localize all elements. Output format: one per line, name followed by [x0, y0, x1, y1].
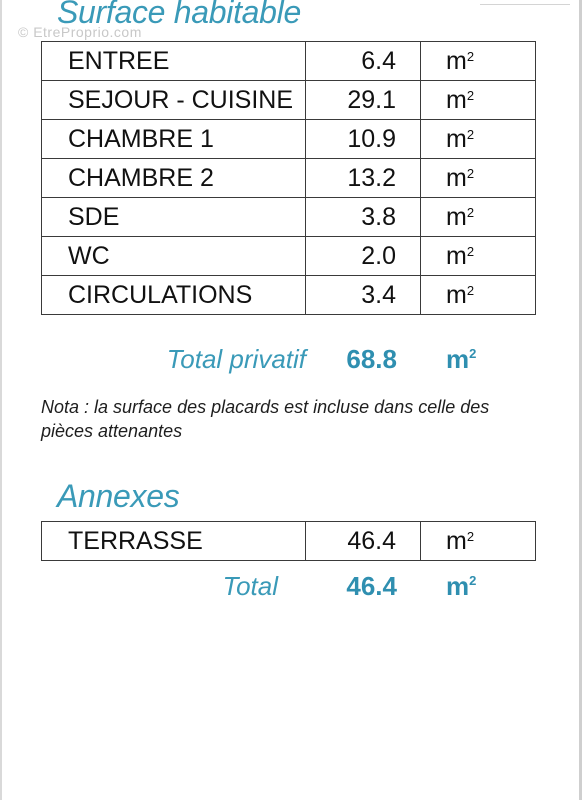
surface-table: [41, 41, 536, 315]
total-privatif-label: Total privatif: [166, 344, 306, 374]
table-row: [42, 522, 536, 561]
total-annexes-row: [0, 571, 582, 601]
table-row: [42, 237, 536, 276]
room-area: 13.2: [306, 159, 421, 198]
room-area: 10.9: [306, 120, 421, 159]
annex-unit: $m^2$: [421, 522, 536, 561]
annex-area: 46.4: [306, 522, 421, 561]
table-row: [42, 120, 536, 159]
total-annexes-label: Total: [222, 571, 278, 601]
room-area: 2.0: [306, 237, 421, 276]
room-name: WC: [42, 237, 306, 276]
room-area: 6.4: [306, 42, 421, 81]
total-privatif-row: [0, 344, 582, 374]
total-annexes-value: 46.4: [346, 571, 397, 601]
total-privatif-value: 68.8: [346, 344, 397, 374]
left-edge-divider: [0, 0, 2, 800]
room-unit: $m^2$: [421, 198, 536, 237]
room-name: CHAMBRE 1: [42, 120, 306, 159]
total-privatif-unit: $m^2$: [446, 344, 477, 374]
watermark: © EtreProprio.com: [18, 24, 142, 40]
table-row: [42, 159, 536, 198]
annexes-table: [41, 521, 536, 561]
table-row: [42, 42, 536, 81]
annex-name: TERRASSE: [42, 522, 306, 561]
room-unit: $m^2$: [421, 120, 536, 159]
room-area: 3.8: [306, 198, 421, 237]
annexes-title: Annexes: [57, 478, 180, 514]
room-name: SDE: [42, 198, 306, 237]
room-name: CHAMBRE 2: [42, 159, 306, 198]
surface-habitable-title: Surface habitable: [57, 0, 301, 30]
top-divider: [480, 4, 570, 5]
room-unit: $m^2$: [421, 159, 536, 198]
table-row: [42, 198, 536, 237]
room-area: 29.1: [306, 81, 421, 120]
table-row: [42, 81, 536, 120]
table-row: [42, 276, 536, 315]
room-unit: $m^2$: [421, 42, 536, 81]
total-annexes-unit: $m^2$: [446, 571, 477, 601]
room-unit: $m^2$: [421, 237, 536, 276]
room-name: SEJOUR - CUISINE: [42, 81, 306, 120]
room-area: 3.4: [306, 276, 421, 315]
room-unit: $m^2$: [421, 276, 536, 315]
note-text: Nota : la surface des placards est incluse dans celle des pièces attenantes: [41, 397, 490, 441]
room-name: CIRCULATIONS: [42, 276, 306, 315]
room-unit: $m^2$: [421, 81, 536, 120]
room-name: ENTREE: [42, 42, 306, 81]
